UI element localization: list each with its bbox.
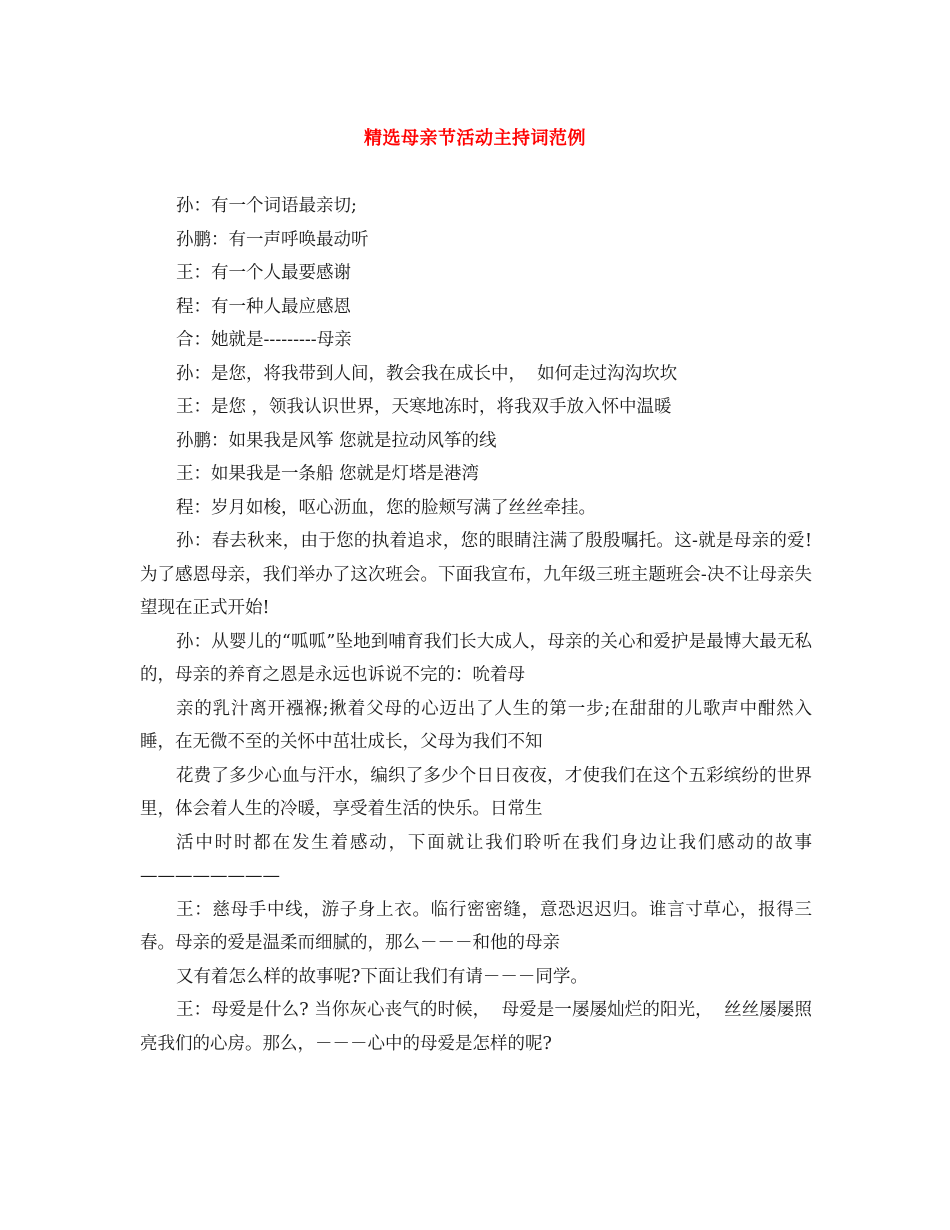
paragraph: 花费了多少心血与汗水，编织了多少个日日夜夜，才使我们在这个五彩缤纷的世界里，体会着人生的冷暖，享受着生活的快乐。日常生 xyxy=(140,765,812,819)
paragraph: 活中时时都在发生着感动，下面就让我们聆听在我们身边让我们感动的故事———————— xyxy=(140,832,812,886)
paragraph: 孙：有一个词语最亲切; xyxy=(176,196,357,216)
paragraph: 又有着怎么样的故事呢?下面让我们有请－－－同学。 xyxy=(176,966,588,987)
paragraph: 王：是您 ，领我认识世界，天寒地冻时，将我双手放入怀中温暖 xyxy=(176,397,672,417)
paragraph: 程：有一种人最应感恩 xyxy=(176,296,351,317)
paragraph: 孙：是您，将我带到人间，教会我在成长中， 如何走过沟沟坎坎 xyxy=(176,363,678,384)
paragraph: 程：岁月如梭，呕心沥血，您的脸颊写满了丝丝牵挂。 xyxy=(176,497,596,518)
paragraph: 亲的乳汁离开襁褓;揪着父母的心迈出了人生的第一步;在甜甜的儿歌声中酣然入睡，在无微不至的关怀中茁壮成长，父母为我们不知 xyxy=(140,698,812,752)
paragraph: 孙鹏：有一声呼唤最动听 xyxy=(176,229,369,250)
paragraph: 合：她就是---------母亲 xyxy=(176,330,352,350)
paragraph: 王：如果我是一条船 您就是灯塔是港湾 xyxy=(176,464,480,484)
paragraph: 孙：从婴儿的“呱呱”坠地到哺育我们长大成人，母亲的关心和爱护是最博大最无私的，母亲的养育之恩是永远也诉说不完的：吮着母 xyxy=(140,631,812,685)
paragraph: 王：慈母手中线，游子身上衣。临行密密缝，意恐迟迟归。谁言寸草心，报得三春。母亲的爱是温柔而细腻的，那么－－－和他的母亲 xyxy=(140,899,812,953)
paragraph: 王：母爱是什么? 当你灰心丧气的时候， 母爱是一屡屡灿烂的阳光， 丝丝屡屡照亮我们的心房。那么，－－－心中的母爱是怎样的呢? xyxy=(140,1000,812,1054)
document-body xyxy=(140,190,812,1061)
document-title: 精选母亲节活动主持词范例 xyxy=(364,128,586,149)
paragraph: 孙鹏：如果我是风筝 您就是拉动风筝的线 xyxy=(176,430,497,451)
paragraph: 王：有一个人最要感谢 xyxy=(176,263,351,283)
paragraph: 孙：春去秋来，由于您的执着追求，您的眼睛注满了殷殷嘱托。这-就是母亲的爱!为了感恩母亲，我们举办了这次班会。下面我宣布，九年级三班主题班会-决不让母亲失望现在正式开始! xyxy=(140,531,812,618)
